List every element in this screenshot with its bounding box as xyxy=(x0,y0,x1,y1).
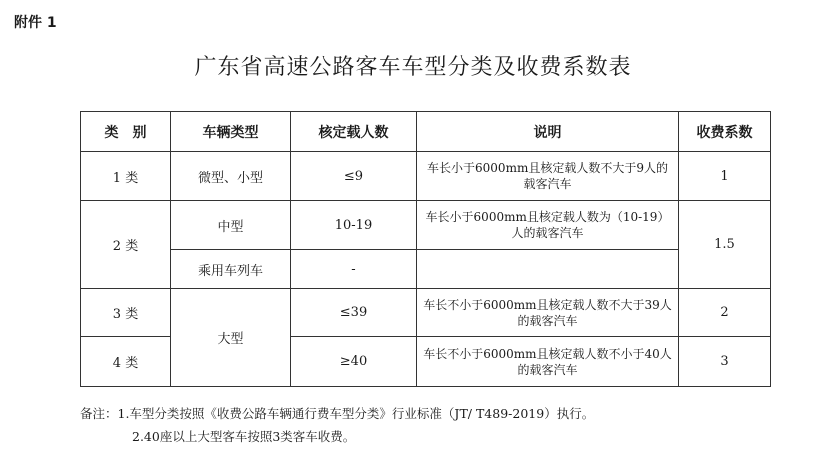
coefficient-cell: 2 xyxy=(679,289,771,337)
header-coefficient: 收费系数 xyxy=(679,112,771,152)
header-category: 类 别 xyxy=(81,112,171,152)
notes-block xyxy=(80,402,594,448)
capacity-cell: 10-19 xyxy=(291,201,417,250)
header-description: 说明 xyxy=(417,112,679,152)
capacity-cell: ≤9 xyxy=(291,152,417,201)
coefficient-cell: 1.5 xyxy=(679,201,771,289)
table-header-row xyxy=(81,112,771,152)
vehicle-classification-table xyxy=(80,111,771,387)
note-line-1: 备注：1.车型分类按照《收费公路车辆通行费车型分类》行业标准（JT/ T489-2019）执行。 xyxy=(80,406,595,421)
table-row xyxy=(81,250,771,289)
header-capacity: 核定载人数 xyxy=(291,112,417,152)
capacity-cell: ≥40 xyxy=(291,337,417,387)
description-cell: 车长小于6000mm且核定载人数不大于9人的载客汽车 xyxy=(417,152,679,201)
vehicle-type-cell: 中型 xyxy=(171,201,291,250)
coefficient-cell: 3 xyxy=(679,337,771,387)
vehicle-type-cell: 大型 xyxy=(171,289,291,387)
table-row xyxy=(81,152,771,201)
coefficient-cell: 1 xyxy=(679,152,771,201)
vehicle-type-cell: 微型、小型 xyxy=(171,152,291,201)
description-cell: 车长不小于6000mm且核定载人数不大于39人的载客汽车 xyxy=(417,289,679,337)
category-cell: 4 类 xyxy=(81,337,171,387)
table-row xyxy=(81,289,771,337)
category-cell: 2 类 xyxy=(81,201,171,289)
description-cell xyxy=(417,250,679,289)
capacity-cell: - xyxy=(291,250,417,289)
header-vehicle-type: 车辆类型 xyxy=(171,112,291,152)
description-cell: 车长小于6000mm且核定载人数为（10-19）人的载客汽车 xyxy=(417,201,679,250)
description-cell: 车长不小于6000mm且核定载人数不小于40人的载客汽车 xyxy=(417,337,679,387)
attachment-label: 附件 1 xyxy=(14,15,57,31)
table-row xyxy=(81,201,771,250)
category-cell: 1 类 xyxy=(81,152,171,201)
document-title: 广东省高速公路客车车型分类及收费系数表 xyxy=(194,55,632,80)
category-cell: 3 类 xyxy=(81,289,171,337)
capacity-cell: ≤39 xyxy=(291,289,417,337)
note-line-2: 2.40座以上大型客车按照3类客车收费。 xyxy=(132,429,356,444)
vehicle-type-cell: 乘用车列车 xyxy=(171,250,291,289)
